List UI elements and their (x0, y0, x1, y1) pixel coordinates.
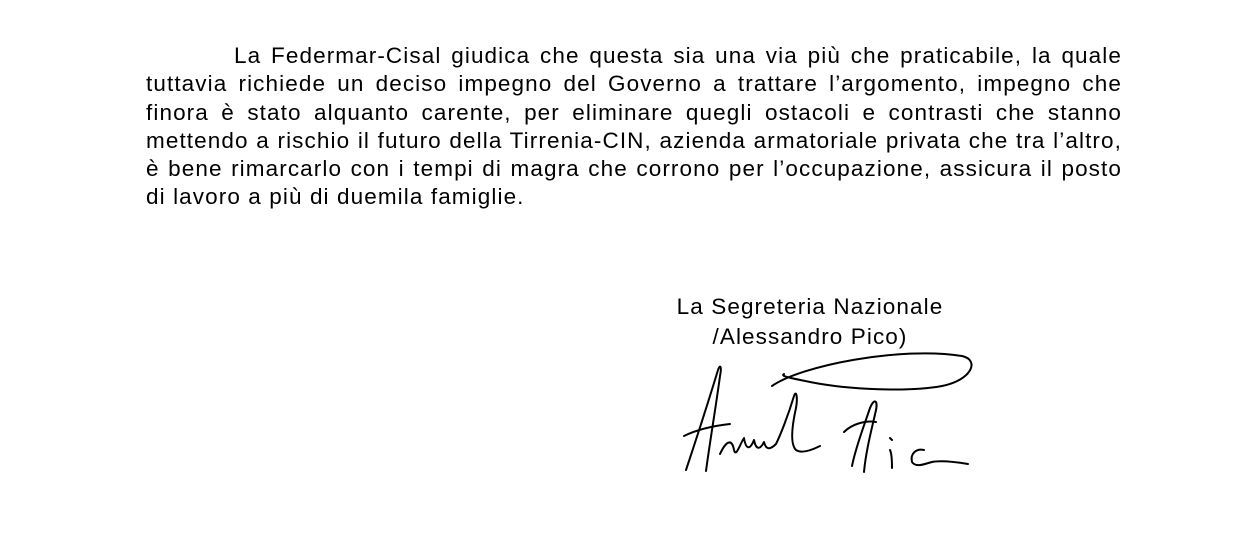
signatory-name: /Alessandro Pico) (712, 324, 908, 349)
closing-block (620, 292, 1000, 352)
letter-paragraph (146, 42, 1122, 212)
signatory-title: La Segreteria Nazionale (676, 294, 944, 319)
handwritten-signature (680, 346, 980, 481)
paragraph-text: La Federmar-Cisal giudica che questa sia una via più che praticabile, la quale tuttavia richiede un deciso impegno del Governo a trattare l’argomento, impegno che finora è stato alquanto carente, per eliminare quegli ostacoli e contrasti che stanno mettendo a rischio il futuro della Tirrenia-CIN, azienda armatoriale privata che tra l’altro, è bene rimarcarlo con i tempi di magra che corrono per l’occupazione, assicura il posto di lavoro a più di duemila famiglie. (146, 43, 1122, 210)
